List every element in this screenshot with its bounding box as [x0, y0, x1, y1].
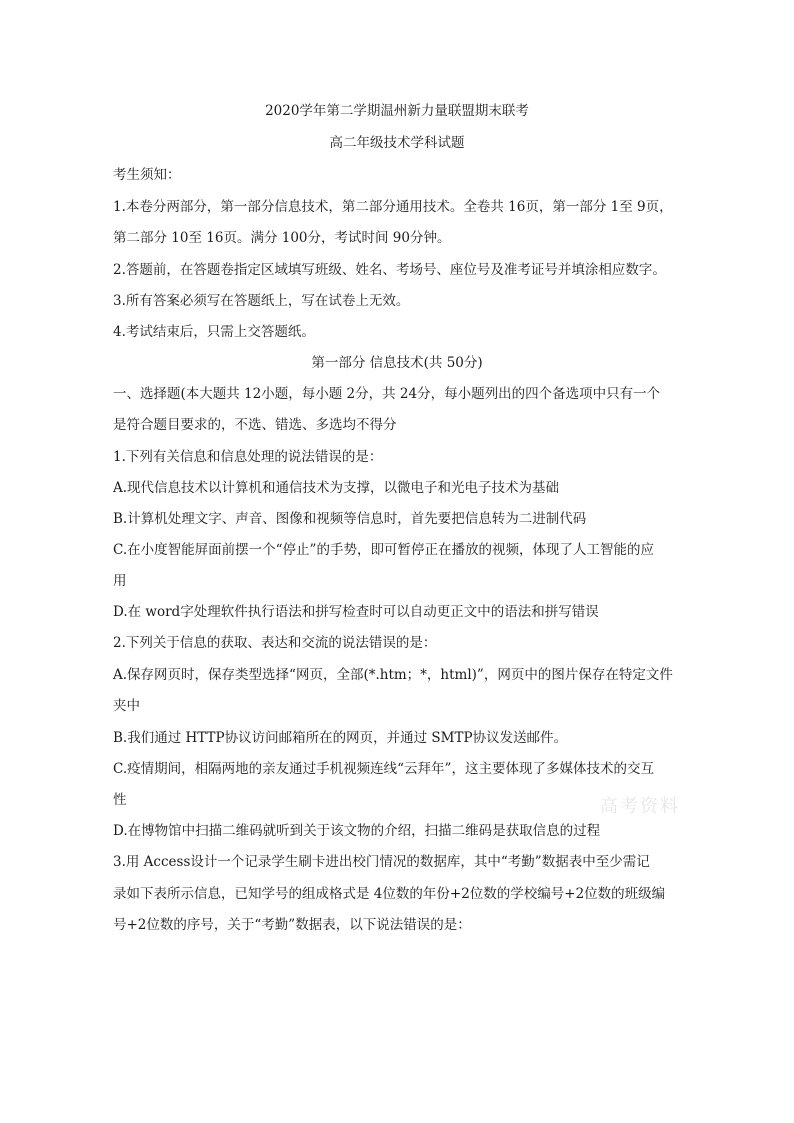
question-1-option-c-line-2: 用 — [113, 573, 127, 589]
question-2-stem: 2.下列关于信息的获取、表达和交流的说法错误的是： — [113, 635, 437, 651]
question-3-line-2: 录如下表所示信息，已知学号的组成格式是 4位数的年份+2位数的学校编号+2位数的班级编 — [113, 886, 666, 902]
notice-item-1-line-1: 1.本卷分两部分，第一部分信息技术，第二部分通用技术。全卷共 16页，第一部分 1至 9页， — [113, 199, 673, 215]
question-2-option-c-line-1: C.疫情期间，相隔两地的亲友通过手机视频连线“云拜年”，这主要体现了多媒体技术的交互 — [113, 761, 654, 777]
question-1-option-b: B.计算机处理文字、声音、图像和视频等信息时，首先要把信息转为二进制代码 — [113, 511, 587, 527]
notice-item-1-line-2: 第二部分 10至 16页。满分 100分，考试时间 90分钟。 — [113, 230, 451, 246]
question-3-line-3: 号+2位数的序号，关于“考勤”数据表，以下说法错误的是： — [113, 917, 471, 933]
question-1-option-d: D.在 word字处理软件执行语法和拼写检查时可以自动更正文中的语法和拼写错误 — [113, 604, 599, 620]
notice-heading: 考生须知： — [113, 167, 181, 183]
question-2-option-d: D.在博物馆中扫描二维码就听到关于该文物的介绍，扫描二维码是获取信息的过程 — [113, 823, 601, 839]
notice-item-3: 3.所有答案必须写在答题纸上，写在试卷上无效。 — [113, 293, 410, 309]
question-2-option-a-line-1: A.保存网页时，保存类型选择“网页，全部(*.htm；*，html)”，网页中的图片保存在特定文件 — [113, 667, 673, 683]
question-1-stem: 1.下列有关信息和信息处理的说法错误的是： — [113, 449, 383, 465]
notice-item-2: 2.答题前，在答题卷指定区域填写班级、姓名、考场号、座位号及准考证号并填涂相应数字。 — [113, 262, 666, 278]
question-2-option-b: B.我们通过 HTTP协议访问邮箱所在的网页，并通过 SMTP协议发送邮件。 — [113, 730, 568, 746]
question-1-option-c-line-1: C.在小度智能屏面前摆一个“停止”的手势，即可暂停正在播放的视频，体现了人工智能的应 — [113, 542, 654, 558]
section-instructions-line-1: 一、选择题(本大题共 12小题，每小题 2分，共 24分，每小题列出的四个备选项中只有一个 — [113, 386, 661, 402]
exam-title: 2020学年第二学期温州新力量联盟期末联考 — [265, 103, 529, 119]
watermark: 高考资料 — [600, 796, 680, 817]
notice-item-4: 4.考试结束后，只需上交答题纸。 — [113, 324, 315, 340]
question-2-option-a-line-2: 夹中 — [113, 698, 140, 714]
section-instructions-line-2: 是符合题目要求的，不选、错选、多选均不得分 — [113, 417, 397, 433]
question-1-option-a: A.现代信息技术以计算机和通信技术为支撑，以微电子和光电子技术为基础 — [113, 480, 560, 496]
question-2-option-c-line-2: 性 — [113, 792, 127, 808]
subject-title: 高二年级技术学科试题 — [329, 135, 465, 151]
part1-title: 第一部分 信息技术(共 50分) — [311, 355, 483, 371]
question-3-line-1: 3.用 Access设计一个记录学生刷卡进出校门情况的数据库，其中“考勤”数据表中至少需记 — [113, 854, 650, 870]
